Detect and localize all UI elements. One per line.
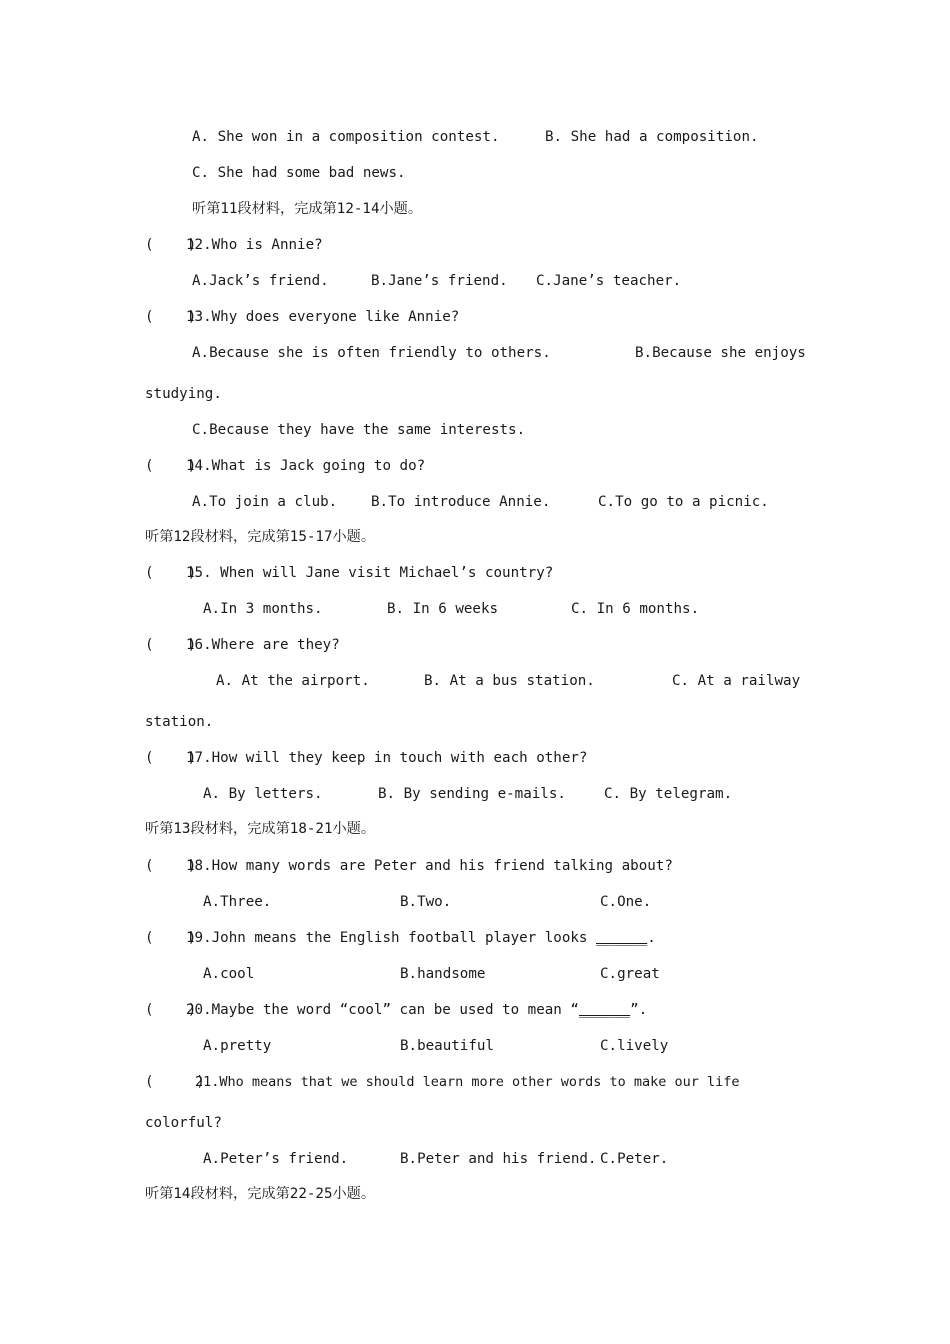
- q19-stem-end: .: [647, 930, 656, 946]
- q19-blank: ______: [596, 930, 648, 946]
- q14-option-a: A.To join a club.: [192, 494, 338, 510]
- q18-option-a: A.Three.: [203, 894, 272, 910]
- q13-answer-paren: ( ): [145, 309, 197, 325]
- q14-option-c: C.To go to a picnic.: [598, 494, 769, 510]
- q14-option-b: B.To introduce Annie.: [371, 494, 551, 510]
- section-13-heading: 听第13段材料，完成第18-21小题。: [145, 821, 376, 837]
- q15-answer-paren: ( ): [145, 565, 197, 581]
- q16-option-c: C. At a railway: [672, 673, 801, 689]
- q21-option-c: C.Peter.: [600, 1151, 669, 1167]
- q20-stem-line: [186, 1001, 647, 1019]
- q20-option-c: C.lively: [600, 1038, 669, 1054]
- q17-option-a: A. By letters.: [203, 786, 323, 802]
- q20-stem: 20.Maybe the word “cool” can be used to mean “: [186, 1002, 579, 1018]
- q18-answer-paren: ( ): [145, 858, 197, 874]
- q20-option-b: B.beautiful: [400, 1038, 494, 1054]
- q18-option-c: C.One.: [600, 894, 652, 910]
- q16-answer-paren: ( ): [145, 637, 197, 653]
- q19-stem: 19.John means the English football player looks: [186, 930, 596, 946]
- q12-option-a: A.Jack’s friend.: [192, 273, 329, 289]
- q16-option-b: B. At a bus station.: [424, 673, 595, 689]
- q19-stem-line: [186, 929, 656, 947]
- q14-stem: 14.What is Jack going to do?: [186, 458, 426, 474]
- q15-stem: 15. When will Jane visit Michael’s country?: [186, 565, 554, 581]
- q13-stem: 13.Why does everyone like Annie?: [186, 309, 460, 325]
- q15-option-c: C. In 6 months.: [571, 601, 700, 617]
- section-12-heading: 听第12段材料，完成第15-17小题。: [145, 529, 376, 545]
- q17-option-b: B. By sending e-mails.: [378, 786, 566, 802]
- q19-option-a: A.cool: [203, 966, 255, 982]
- q12-option-c: C.Jane’s teacher.: [536, 273, 682, 289]
- q16-stem: 16.Where are they?: [186, 637, 340, 653]
- q16-option-c-continued: station.: [145, 714, 214, 730]
- q12-option-b: B.Jane’s friend.: [371, 273, 508, 289]
- q18-stem: 18.How many words are Peter and his friend talking about?: [186, 858, 673, 874]
- q11-option-a: A. She won in a composition contest.: [192, 129, 500, 145]
- q19-answer-paren: ( ): [145, 930, 197, 946]
- q17-stem: 17.How will they keep in touch with each other?: [186, 750, 588, 766]
- q19-option-b: B.handsome: [400, 966, 486, 982]
- q13-option-a: A.Because she is often friendly to others.: [192, 345, 551, 361]
- q15-option-b: B. In 6 weeks: [387, 601, 499, 617]
- q12-stem: 12.Who is Annie?: [186, 237, 323, 253]
- q17-answer-paren: ( ): [145, 750, 197, 766]
- q21-stem-continued: colorful?: [145, 1115, 222, 1131]
- section-14-heading: 听第14段材料，完成第22-25小题。: [145, 1186, 376, 1202]
- q14-answer-paren: ( ): [145, 458, 197, 474]
- q11-option-b: B. She had a composition.: [545, 129, 759, 145]
- q13-option-b: B.Because she enjoys: [635, 345, 806, 361]
- q20-answer-paren: ( ): [145, 1002, 197, 1018]
- q13-option-b-continued: studying.: [145, 386, 222, 402]
- q20-option-a: A.pretty: [203, 1038, 272, 1054]
- q20-blank: ______: [578, 1002, 631, 1018]
- q18-option-b: B.Two.: [400, 894, 452, 910]
- q16-option-a: A. At the airport.: [216, 673, 370, 689]
- q11-option-c: C. She had some bad news.: [192, 165, 406, 181]
- q20-stem-end: ”.: [630, 1002, 648, 1018]
- q21-stem: 21.Who means that we should learn more other words to make our life: [195, 1074, 740, 1090]
- q21-option-b: B.Peter and his friend.: [400, 1151, 597, 1167]
- q19-option-c: C.great: [600, 966, 660, 982]
- q15-option-a: A.In 3 months.: [203, 601, 323, 617]
- section-11-heading: 听第11段材料，完成第12-14小题。: [192, 201, 423, 217]
- q21-option-a: A.Peter’s friend.: [203, 1151, 349, 1167]
- q12-answer-paren: ( ): [145, 237, 197, 253]
- q13-option-c: C.Because they have the same interests.: [192, 422, 526, 438]
- q21-answer-paren: ( ): [145, 1074, 205, 1090]
- q17-option-c: C. By telegram.: [604, 786, 733, 802]
